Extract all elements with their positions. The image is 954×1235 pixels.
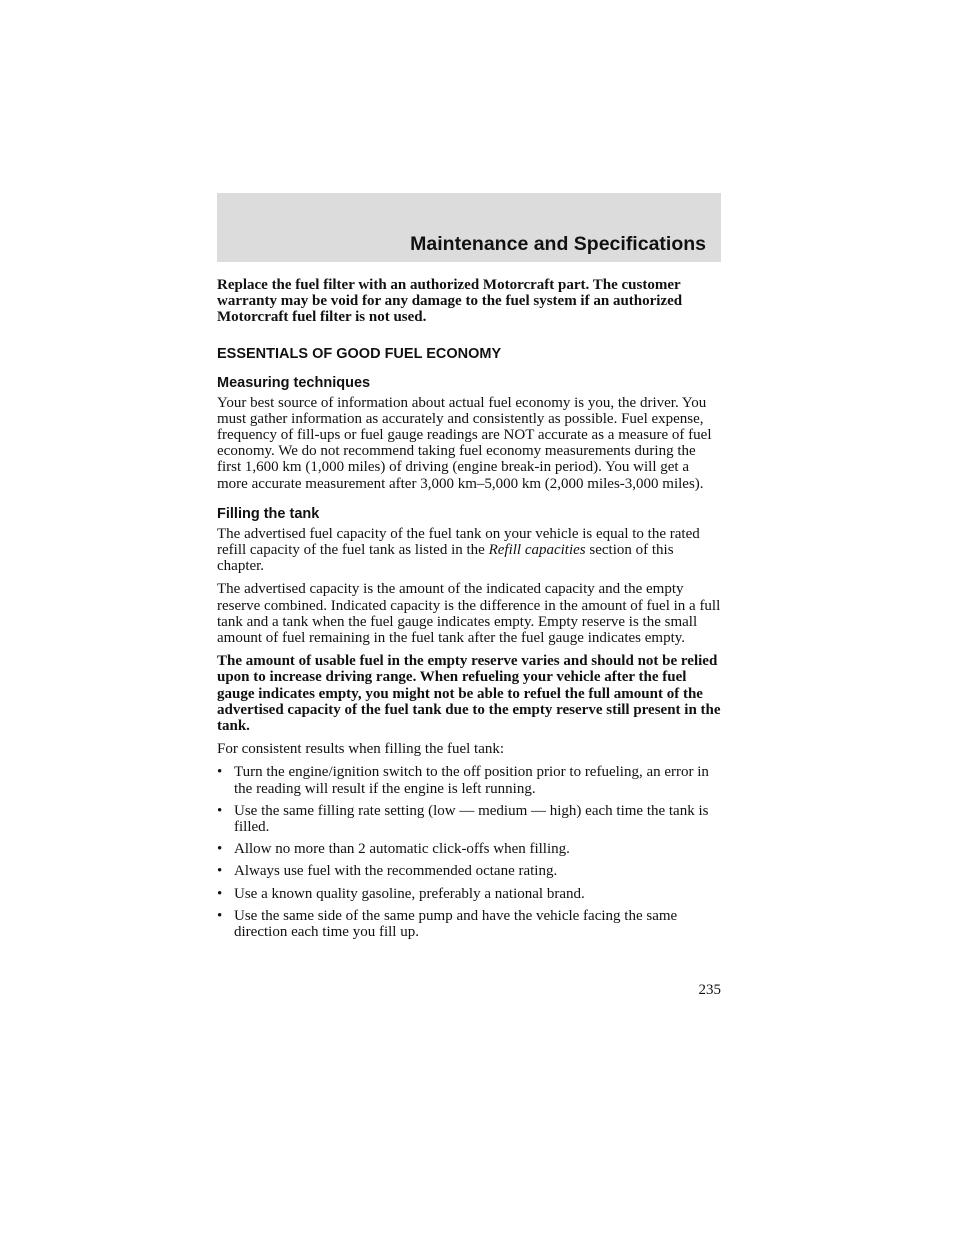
section-header-band	[217, 193, 721, 262]
filling-tips-list	[217, 764, 723, 940]
list-item-text: Use a known quality gasoline, preferably a national brand.	[234, 885, 585, 902]
list-item-text: Turn the engine/ignition switch to the off position prior to refueling, an error in the reading will result if the engine is left running.	[234, 764, 709, 797]
list-item	[217, 908, 723, 940]
list-item	[217, 863, 723, 879]
page-content	[217, 277, 723, 946]
section-title-header: Maintenance and Specifications	[410, 233, 706, 255]
bullet-icon: •	[217, 907, 223, 924]
empty-reserve-warning: The amount of usable fuel in the empty reserve varies and should not be relied upon to increase driving range. When refueling your vehicle after the fuel gauge indicates empty, you might not be able to refuel the full amount of the advertised capacity of the fuel tank due to the empty reserve still present in the tank.	[217, 653, 721, 735]
list-item-text: Allow no more than 2 automatic click-offs when filling.	[234, 841, 570, 858]
bullet-icon: •	[217, 841, 223, 858]
list-item-text: Always use fuel with the recommended octane rating.	[234, 863, 558, 880]
measuring-techniques-body: Your best source of information about actual fuel economy is you, the driver. You must gather information as accurately and consistently as possible. Fuel expense, frequency of fill-ups or fuel gauge readings are NOT accurate as a measure of fuel economy. We do not recommend taking fuel economy measurements during the first 1,600 km (1,000 miles) of driving (engine break-in period). You will get a more accurate measurement after 3,000 km–5,000 km (2,000 miles-3,000 miles).	[217, 394, 712, 492]
list-item-text: Use the same filling rate setting (low — medium — high) each time the tank is filled.	[234, 802, 709, 836]
advertised-capacity-text-start: The advertised fuel capacity of the fuel tank on your vehicle is equal to the rated refill capacity of the fuel tank as listed in the	[217, 525, 700, 559]
list-item	[217, 764, 723, 796]
essentials-heading: ESSENTIALS OF GOOD FUEL ECONOMY	[217, 345, 502, 362]
filling-intro: For consistent results when filling the fuel tank:	[217, 741, 505, 758]
advertised-capacity-paragraph	[217, 526, 723, 575]
bullet-icon: •	[217, 863, 223, 880]
refill-capacities-reference: Refill capacities	[488, 542, 586, 559]
indicated-capacity-paragraph: The advertised capacity is the amount of the indicated capacity and the empty reserve combined. Indicated capacity is the difference in the amount of fuel in a full tank and a tank when the fuel gauge indicates empty. Empty reserve is the small amount of fuel remaining in the fuel tank after the fuel gauge indicates empty.	[217, 581, 721, 647]
measuring-techniques-heading: Measuring techniques	[217, 374, 371, 391]
list-item	[217, 841, 723, 857]
page-number: 235	[698, 982, 721, 998]
bullet-icon: •	[217, 802, 223, 819]
list-item	[217, 886, 723, 902]
advertised-capacity-text-end: section of this chapter.	[217, 542, 674, 575]
bullet-icon: •	[217, 885, 223, 902]
bullet-icon: •	[217, 764, 223, 781]
list-item	[217, 803, 723, 835]
filling-tank-heading: Filling the tank	[217, 505, 320, 522]
fuel-filter-warning: Replace the fuel filter with an authorized Motorcraft part. The customer warranty may be void for any damage to the fuel system if an authorized Motorcraft fuel filter is not used.	[217, 277, 683, 326]
list-item-text: Use the same side of the same pump and have the vehicle facing the same direction each time you fill up.	[234, 907, 678, 941]
